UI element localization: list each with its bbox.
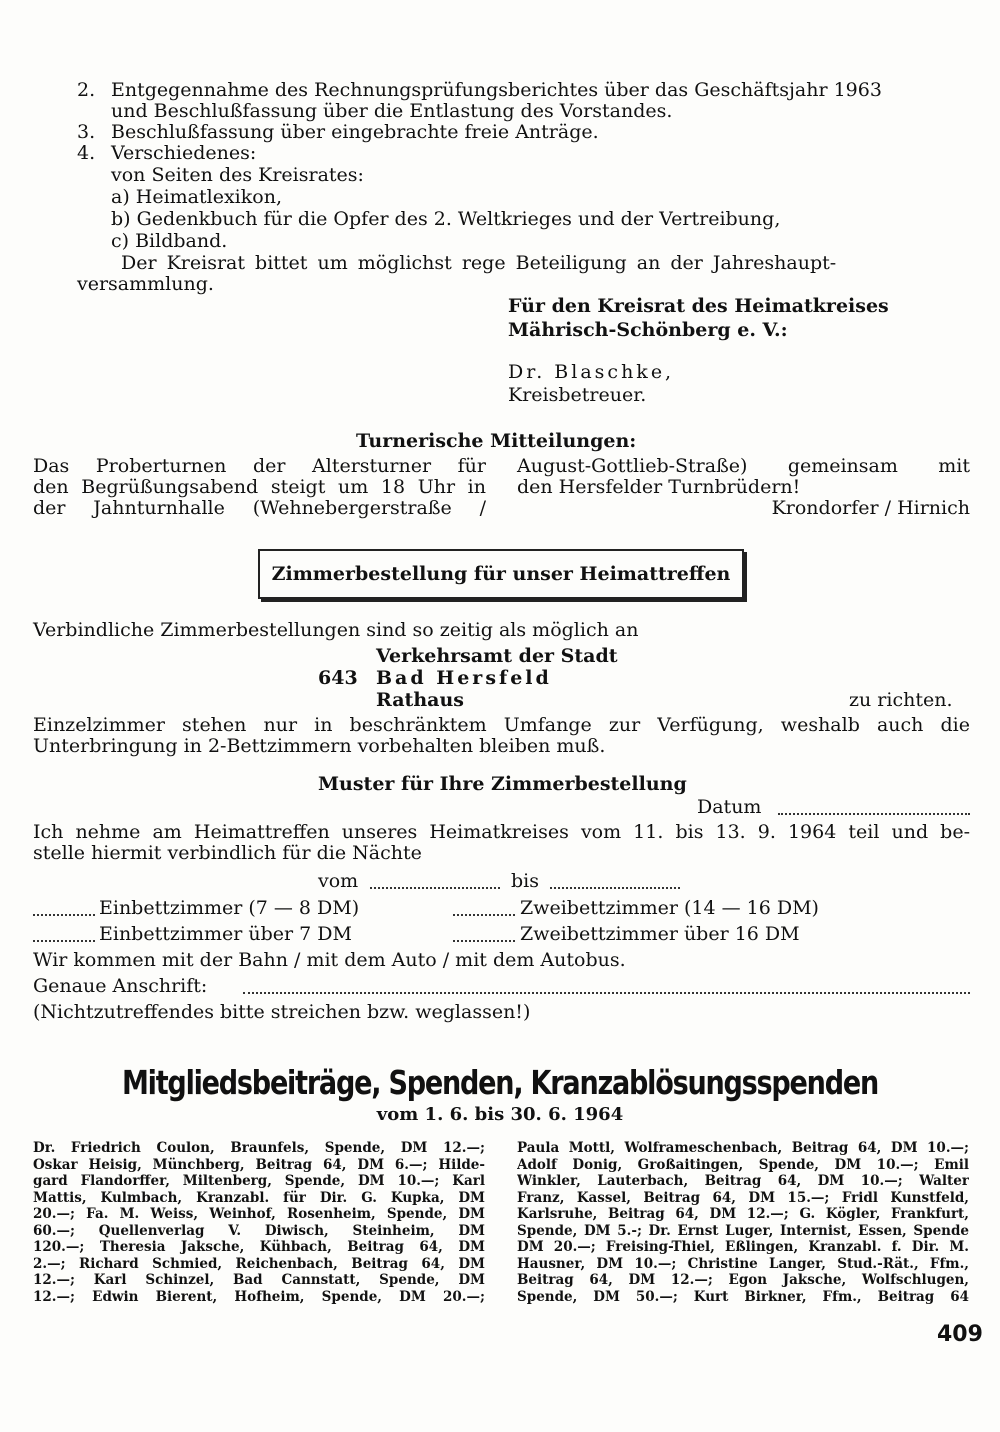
agenda-closing-line-2: versammlung. [77,273,214,295]
muster-body [33,822,970,864]
zimmer-note-line-2: Unterbringung in 2-Bettzimmern vorbehalten bleiben muß. [33,735,606,757]
address-label: Genaue Anschrift: [33,975,208,997]
turner-right-line: den Hersfelder Turnbrüdern! [517,476,801,498]
turner-right-line: August-Gottlieb-Straße) gemeinsam mit [517,455,970,477]
turner-left-line: Das Proberturnen der Altersturner für [33,455,486,477]
signature-line-1: Für den Kreisrat des Heimatkreises [508,295,889,317]
einbett-7-8-field[interactable] [33,900,95,920]
agenda-item-2-line-1: Entgegennahme des Rechnungsprüfungsberichtes über das Geschäftsjahr 1963 [111,79,882,101]
agenda-sub-a: a) Heimatlexikon, [111,186,282,208]
donation-line: Oskar Heisig, Münchberg, Beitrag 64, DM 6.—; Hilde- [33,1156,485,1173]
donation-line: Karlsruhe, Beitrag 64, DM 12.—; G. Kögler, Frankfurt, [517,1206,969,1222]
turner-left-line: der Jahnturnhalle (Wehnebergerstraße / [33,497,486,519]
donation-line: Hausner, DM 10.—; Christine Langer, Stud.-Rät., Ffm., [517,1255,969,1272]
strike-hint: (Nichtzutreffendes bitte streichen bzw. weglassen!) [33,1001,531,1023]
donation-line: 12.—; Karl Schinzel, Bad Cannstatt, Spende, DM [33,1272,485,1288]
donation-line: Beitrag 64, DM 12.—; Egon Jaksche, Wolfschlugen, [517,1272,969,1288]
einbett-ueber-7-field[interactable] [33,926,95,946]
donation-line: Adolf Donig, Großaitingen, Spende, DM 10.—; Emil [517,1156,969,1173]
donation-line: Spende, DM 50.—; Kurt Birkner, Ffm., Beitrag 64 [517,1288,969,1305]
turner-right-column [517,456,970,519]
zimmer-title-box [258,549,744,599]
agenda-sub-c: c) Bildband. [111,230,228,252]
donation-line: 12.—; Edwin Bierent, Hofheim, Spende, DM 20.—; [33,1288,485,1305]
zimmer-note-line-1: Einzelzimmer stehen nur in beschränktem Umfange zur Verfügung, weshalb auch die [33,714,970,736]
muster-body-line-2: stelle hiermit verbindlich für die Nächte [33,842,422,864]
donations-right-column [517,1140,969,1305]
muster-heading: Muster für Ihre Zimmerbestellung [318,773,687,795]
page-number: 409 [937,1322,983,1347]
zimmer-note [33,715,970,757]
option-zweibett-ueber-16: Zweibettzimmer über 16 DM [520,923,800,945]
address-line-2: Bad Hersfeld [376,667,552,689]
address-line-3: Rathaus [376,689,464,711]
signature-line-2: Mährisch-Schönberg e. V.: [508,319,788,341]
zimmer-title: Zimmerbestellung für unser Heimattreffen [271,562,731,585]
datum-label: Datum [697,796,762,818]
address-line-1: Verkehrsamt der Stadt [376,645,618,667]
signature-name: Dr. Blaschke, [508,361,675,383]
option-einbett-ueber-7: Einbettzimmer über 7 DM [99,923,352,945]
donation-line: Spende, DM 5.-; Dr. Ernst Luger, Internist, Essen, Spende [517,1222,969,1239]
donation-line: 120.—; Theresia Jaksche, Kühbach, Beitrag 64, DM [33,1239,485,1255]
bis-label: bis [511,870,539,892]
donations-headline: Mitgliedsbeiträge, Spenden, Kranzablösungsspenden [121,1063,879,1102]
turner-left-line: den Begrüßungsabend steigt um 18 Uhr in [33,476,486,498]
travel-mode: Wir kommen mit der Bahn / mit dem Auto / mit dem Autobus. [33,949,626,971]
donations-period: vom 1. 6. bis 30. 6. 1964 [376,1104,624,1125]
address-field[interactable] [243,978,970,998]
option-zweibett-14-16: Zweibettzimmer (14 — 16 DM) [520,897,819,919]
bis-date-field[interactable] [550,873,680,893]
zimmer-intro: Verbindliche Zimmerbestellungen sind so zeitig als möglich an [33,619,639,641]
agenda-item-2-line-2: und Beschlußfassung über die Entlastung des Vorstandes. [111,100,673,122]
zweibett-ueber-16-field[interactable] [453,926,515,946]
agenda-sub-intro: von Seiten des Kreisrates: [111,164,364,186]
vom-date-field[interactable] [370,873,500,893]
donations-left-column [33,1140,485,1305]
muster-body-line-1: Ich nehme am Heimattreffen unseres Heimatkreises vom 11. bis 13. 9. 1964 teil und be- [33,821,970,843]
agenda-item-2-number: 2. [77,79,96,101]
agenda-item-3-text: Beschlußfassung über eingebrachte freie Anträge. [111,121,599,143]
agenda-item-4-number: 4. [77,142,96,164]
donation-line: 2.—; Richard Schmied, Reichenbach, Beitrag 64, DM [33,1255,485,1272]
donation-line: 20.—; Fa. M. Weiss, Weinhof, Rosenheim, Spende, DM [33,1206,485,1222]
donation-line: 60.—; Quellenverlag V. Diwisch, Steinheim, DM [33,1222,485,1239]
zweibett-14-16-field[interactable] [453,900,515,920]
agenda-item-3-number: 3. [77,121,96,143]
turner-left-column [33,456,486,519]
vom-label: vom [318,870,359,892]
donation-line: Paula Mottl, Wolframeschenbach, Beitrag 64, DM 10.—; [517,1140,969,1156]
donation-line: Dr. Friedrich Coulon, Braunfels, Spende, DM 12.—; [33,1140,485,1156]
turner-signature: Krondorfer / Hirnich [771,497,970,519]
option-einbett-7-8: Einbettzimmer (7 — 8 DM) [99,897,360,919]
donation-line: Mattis, Kulmbach, Kranzabl. für Dir. G. Kupka, DM [33,1189,485,1206]
datum-field[interactable] [778,799,970,819]
donation-line: Franz, Kassel, Beitrag 64, DM 15.—; Fridl Kunstfeld, [517,1189,969,1206]
agenda-item-4-text: Verschiedenes: [111,142,257,164]
donation-line: gard Flandorffer, Miltenberg, Spende, DM 10.—; Karl [33,1173,485,1189]
address-end: zu richten. [849,689,953,711]
agenda-sub-b: b) Gedenkbuch für die Opfer des 2. Weltkrieges und der Vertreibung, [111,208,781,230]
address-zip: 643 [318,667,358,689]
signature-role: Kreisbetreuer. [508,384,647,406]
donation-line: Winkler, Lauterbach, Beitrag 64, DM 10.—; Walter [517,1173,969,1189]
agenda-closing-line-1: Der Kreisrat bittet um möglichst rege Beteiligung an der Jahreshaupt- [121,252,837,274]
turner-heading: Turnerische Mitteilungen: [356,430,637,452]
donation-line: DM 20.—; Freising-Thiel, Eßlingen, Kranzabl. f. Dir. M. [517,1239,969,1255]
